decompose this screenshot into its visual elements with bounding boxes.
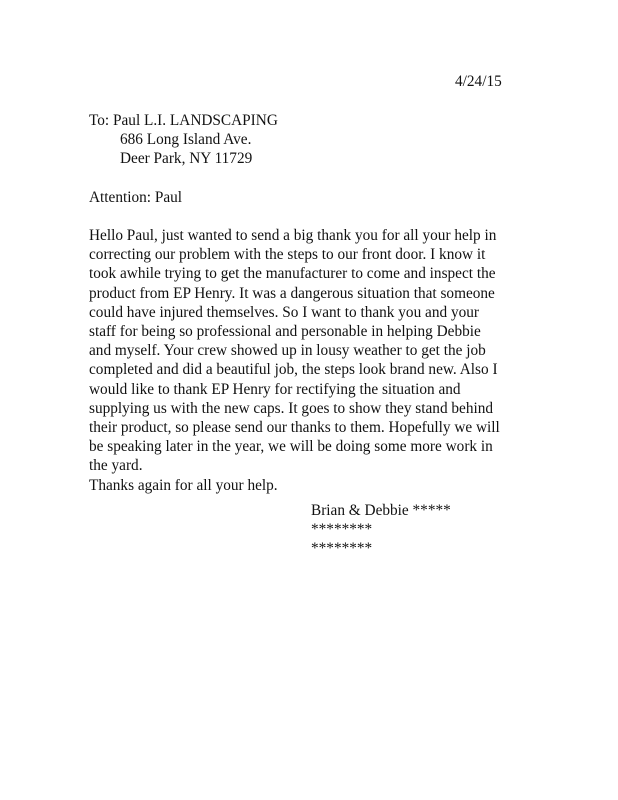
body-line: correcting our problem with the steps to our front door. I know it bbox=[89, 246, 486, 264]
signature-redacted-line: ******** bbox=[311, 540, 373, 558]
body-line: the yard. bbox=[89, 457, 143, 475]
signature-redacted-line: ******** bbox=[311, 521, 373, 539]
body-line: supplying us with the new caps. It goes to show they stand behind bbox=[89, 399, 494, 417]
body-line: could have injured themselves. So I want to thank you and your bbox=[89, 303, 479, 321]
body-line: product from EP Henry. It was a dangerous situation that someone bbox=[89, 284, 495, 302]
letter-body bbox=[89, 226, 549, 495]
recipient-address bbox=[89, 111, 278, 169]
body-line: and myself. Your crew showed up in lousy weather to get the job bbox=[89, 342, 486, 360]
recipient-to-line: To: Paul L.I. LANDSCAPING bbox=[89, 112, 278, 129]
attention-line: Attention: Paul bbox=[89, 189, 183, 206]
closing-line: Thanks again for all your help. bbox=[89, 476, 278, 494]
signature-names: Brian & Debbie ***** bbox=[311, 502, 451, 519]
body-line: completed and did a beautiful job, the steps look brand new. Also I bbox=[89, 361, 498, 379]
body-line: took awhile trying to get the manufacturer to come and inspect the bbox=[89, 265, 496, 283]
body-line: staff for being so professional and personable in helping Debbie bbox=[89, 323, 481, 341]
letter-date: 4/24/15 bbox=[455, 73, 502, 90]
body-line: Hello Paul, just wanted to send a big thank you for all your help in bbox=[89, 227, 497, 244]
signature-block bbox=[311, 501, 451, 559]
recipient-city-state-zip: Deer Park, NY 11729 bbox=[120, 150, 253, 168]
body-line: be speaking later in the year, we will be doing some more work in bbox=[89, 438, 493, 456]
body-line: their product, so please send our thanks to them. Hopefully we will bbox=[89, 419, 500, 437]
recipient-street: 686 Long Island Ave. bbox=[120, 131, 252, 149]
body-line: would like to thank EP Henry for rectifying the situation and bbox=[89, 380, 461, 398]
